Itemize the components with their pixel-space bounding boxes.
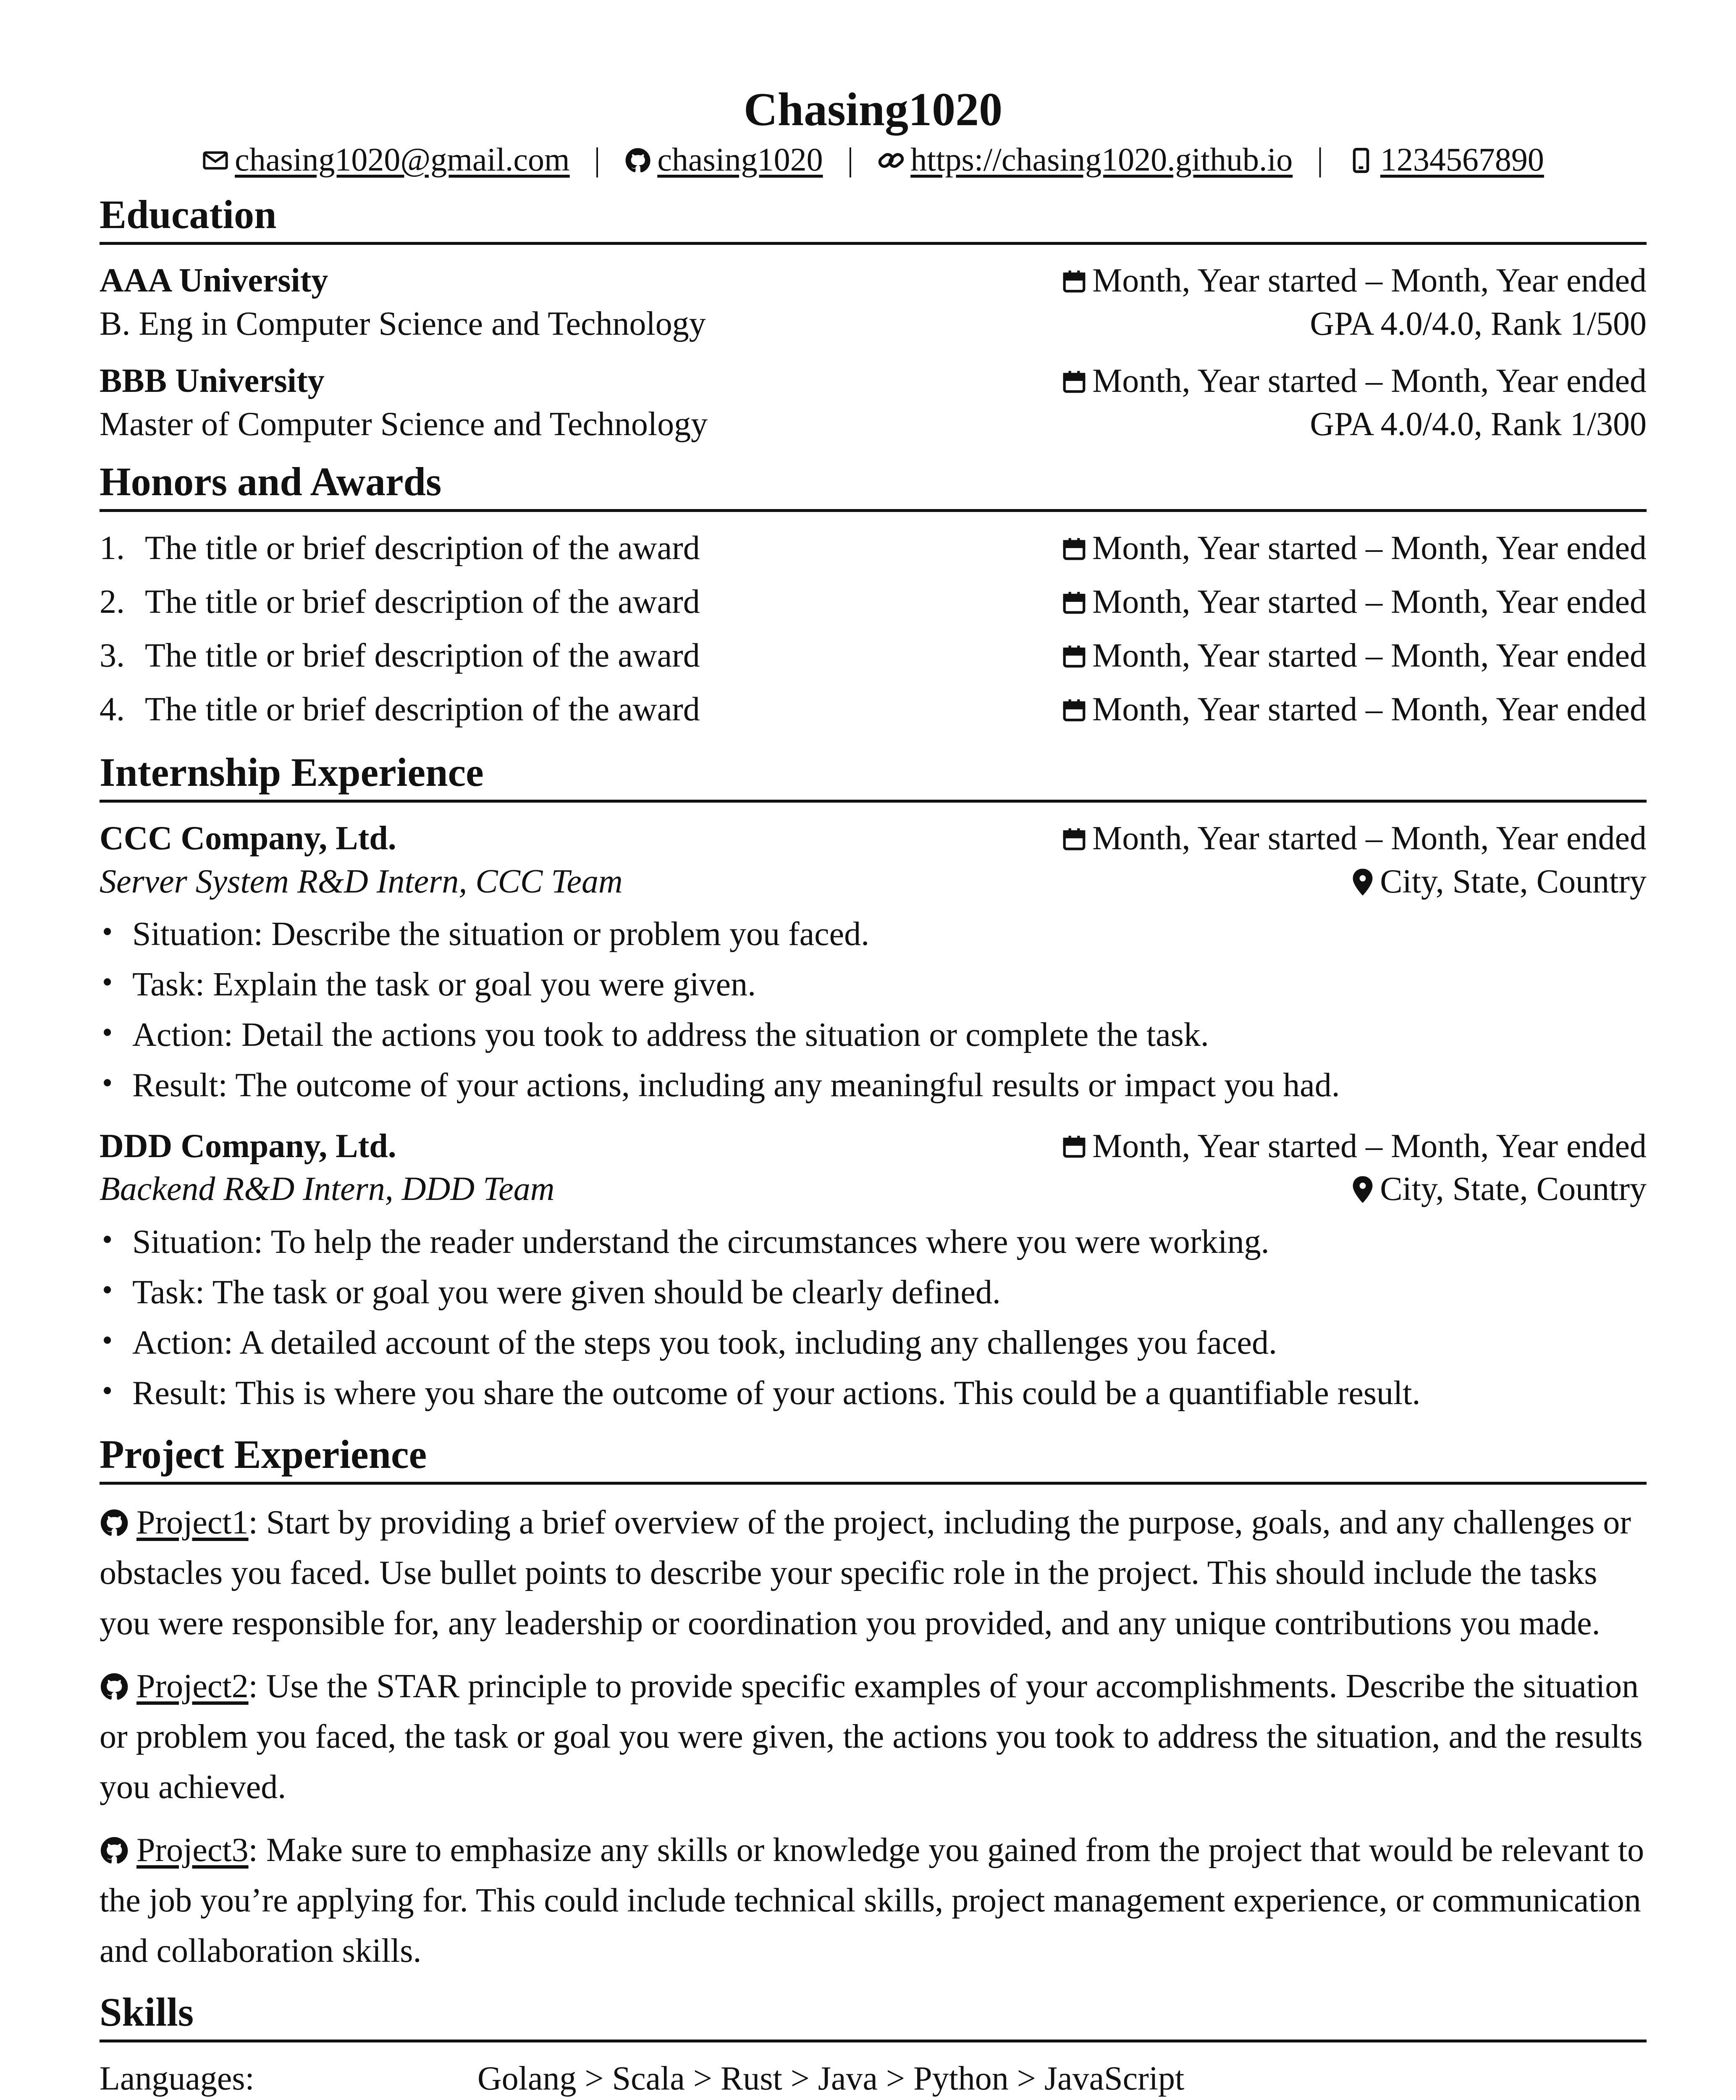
role-title: Server System R&D Intern, CCC Team	[100, 863, 623, 900]
location-text: City, State, Country	[1380, 863, 1647, 900]
role-title: Backend R&D Intern, DDD Team	[100, 1171, 555, 1208]
award-text: The title or brief description of the award	[145, 637, 700, 675]
location	[1351, 1168, 1647, 1210]
award-number: 1.	[100, 530, 125, 567]
date-text: Month, Year started – Month, Year ended	[1092, 691, 1647, 728]
project-item	[100, 1661, 1647, 1812]
mobile-phone-icon	[1348, 147, 1374, 174]
school-name: BBB University	[100, 362, 325, 400]
calendar-icon	[1061, 536, 1087, 562]
date-range	[1061, 360, 1647, 402]
section-title-honors: Honors and Awards	[100, 457, 1647, 512]
skill-row	[100, 2055, 1647, 2100]
email-link[interactable]: chasing1020@gmail.com	[235, 141, 570, 178]
separator: |	[594, 141, 601, 178]
section-title-internship: Internship Experience	[100, 748, 1647, 803]
award-text: The title or brief description of the award	[145, 691, 700, 728]
date-text: Month, Year started – Month, Year ended	[1092, 262, 1647, 299]
candidate-name: Chasing1020	[743, 84, 1003, 136]
date-range	[1061, 259, 1647, 302]
gpa: GPA 4.0/4.0, Rank 1/300	[1310, 405, 1647, 443]
date-text: Month, Year started – Month, Year ended	[1092, 530, 1647, 567]
project-link[interactable]: Project1	[136, 1504, 249, 1541]
gpa: GPA 4.0/4.0, Rank 1/500	[1310, 305, 1647, 342]
bullet-item: • Situation: Describe the situation or problem you faced.	[100, 909, 1647, 959]
bullet-list	[100, 1217, 1647, 1418]
date-range	[1061, 629, 1647, 682]
project-link[interactable]: Project3	[136, 1832, 249, 1869]
degree: Master of Computer Science and Technology	[100, 405, 708, 443]
project-description: : Start by providing a brief overview of the project, including the purpose, goals, and any challenges or obstacles you faced. Use bullet points to describe your specific role in the project. This should include the tasks you were responsible for, any leadership or coordination you provided, and any unique contributions you made.	[100, 1504, 1631, 1642]
education-entry	[100, 259, 1647, 345]
phone-contact	[1348, 141, 1544, 178]
bullet-item: • Situation: To help the reader understand the circumstances where you were working.	[100, 1217, 1647, 1267]
school-name: AAA University	[100, 262, 328, 299]
bullet-item: • Task: Explain the task or goal you were given.	[100, 959, 1647, 1010]
date-range	[1061, 682, 1647, 736]
calendar-icon	[1061, 643, 1087, 669]
github-link[interactable]: chasing1020	[657, 141, 823, 178]
contact-line	[100, 141, 1647, 178]
date-range	[1061, 521, 1647, 575]
internship-entry	[100, 817, 1647, 1110]
calendar-icon	[1061, 268, 1087, 294]
github-icon	[100, 1836, 129, 1865]
github-icon	[624, 147, 651, 174]
section-title-skills: Skills	[100, 1988, 1647, 2042]
website-link[interactable]: https://chasing1020.github.io	[910, 141, 1293, 178]
location	[1351, 860, 1647, 903]
phone-link[interactable]: 1234567890	[1380, 141, 1544, 178]
calendar-icon	[1061, 590, 1087, 616]
date-range	[1061, 817, 1647, 860]
project-item	[100, 1825, 1647, 1976]
date-text: Month, Year started – Month, Year ended	[1092, 1128, 1647, 1165]
calendar-icon	[1061, 1134, 1087, 1160]
internship-entry	[100, 1125, 1647, 1418]
map-pin-icon	[1351, 1176, 1375, 1203]
project-link[interactable]: Project2	[136, 1668, 249, 1705]
bullet-item: • Result: The outcome of your actions, including any meaningful results or impact you had.	[100, 1060, 1647, 1110]
link-icon	[878, 147, 905, 174]
separator: |	[847, 141, 854, 178]
award-item	[100, 575, 1647, 629]
company-name: DDD Company, Ltd.	[100, 1128, 396, 1165]
bullet-item: • Action: Detail the actions you took to address the situation or complete the task.	[100, 1010, 1647, 1060]
section-title-projects: Project Experience	[100, 1430, 1647, 1485]
date-text: Month, Year started – Month, Year ended	[1092, 637, 1647, 675]
award-item	[100, 629, 1647, 682]
bullet-item: • Task: The task or goal you were given should be clearly defined.	[100, 1267, 1647, 1318]
date-range	[1061, 1125, 1647, 1168]
website-contact	[878, 141, 1301, 178]
education-entry	[100, 360, 1647, 446]
project-description: : Make sure to emphasize any skills or knowledge you gained from the project that would be relevant to the job you’re applying for. This could include technical skills, project management experience, or communication and collaboration skills.	[100, 1832, 1644, 1970]
award-item	[100, 682, 1647, 736]
date-text: Month, Year started – Month, Year ended	[1092, 820, 1647, 857]
bullet-item: • Action: A detailed account of the steps you took, including any challenges you faced.	[100, 1318, 1647, 1368]
skills-table	[100, 2055, 1647, 2100]
award-number: 3.	[100, 637, 125, 675]
envelope-icon	[202, 147, 229, 174]
project-description: : Use the STAR principle to provide specific examples of your accomplishments. Describe the situation or problem you faced, the task or goal you were given, the actions you took to address the situation, and the results you achieved.	[100, 1668, 1643, 1806]
degree: B. Eng in Computer Science and Technology	[100, 305, 706, 342]
date-text: Month, Year started – Month, Year ended	[1092, 583, 1647, 621]
calendar-icon	[1061, 369, 1087, 395]
award-item	[100, 521, 1647, 575]
date-text: Month, Year started – Month, Year ended	[1092, 362, 1647, 400]
skill-value: Golang > Scala > Rust > Java > Python > JavaScript	[477, 2060, 1185, 2097]
award-number: 2.	[100, 583, 125, 621]
map-pin-icon	[1351, 868, 1375, 896]
company-name: CCC Company, Ltd.	[100, 820, 396, 857]
separator: |	[1316, 141, 1324, 178]
github-icon	[100, 1672, 129, 1701]
github-icon	[100, 1508, 129, 1538]
calendar-icon	[1061, 697, 1087, 723]
section-title-education: Education	[100, 190, 1647, 245]
email-contact	[202, 141, 578, 178]
resume-page	[100, 84, 1647, 2100]
project-item	[100, 1497, 1647, 1648]
calendar-icon	[1061, 826, 1087, 852]
skill-label: Languages:	[100, 2060, 254, 2097]
award-text: The title or brief description of the award	[145, 530, 700, 567]
awards-list	[100, 521, 1647, 736]
bullet-item: • Result: This is where you share the outcome of your actions. This could be a quantifiable result.	[100, 1368, 1647, 1418]
date-range	[1061, 575, 1647, 629]
award-text: The title or brief description of the award	[145, 583, 700, 621]
award-number: 4.	[100, 691, 125, 728]
location-text: City, State, Country	[1380, 1171, 1647, 1208]
bullet-list	[100, 909, 1647, 1110]
github-contact	[624, 141, 831, 178]
